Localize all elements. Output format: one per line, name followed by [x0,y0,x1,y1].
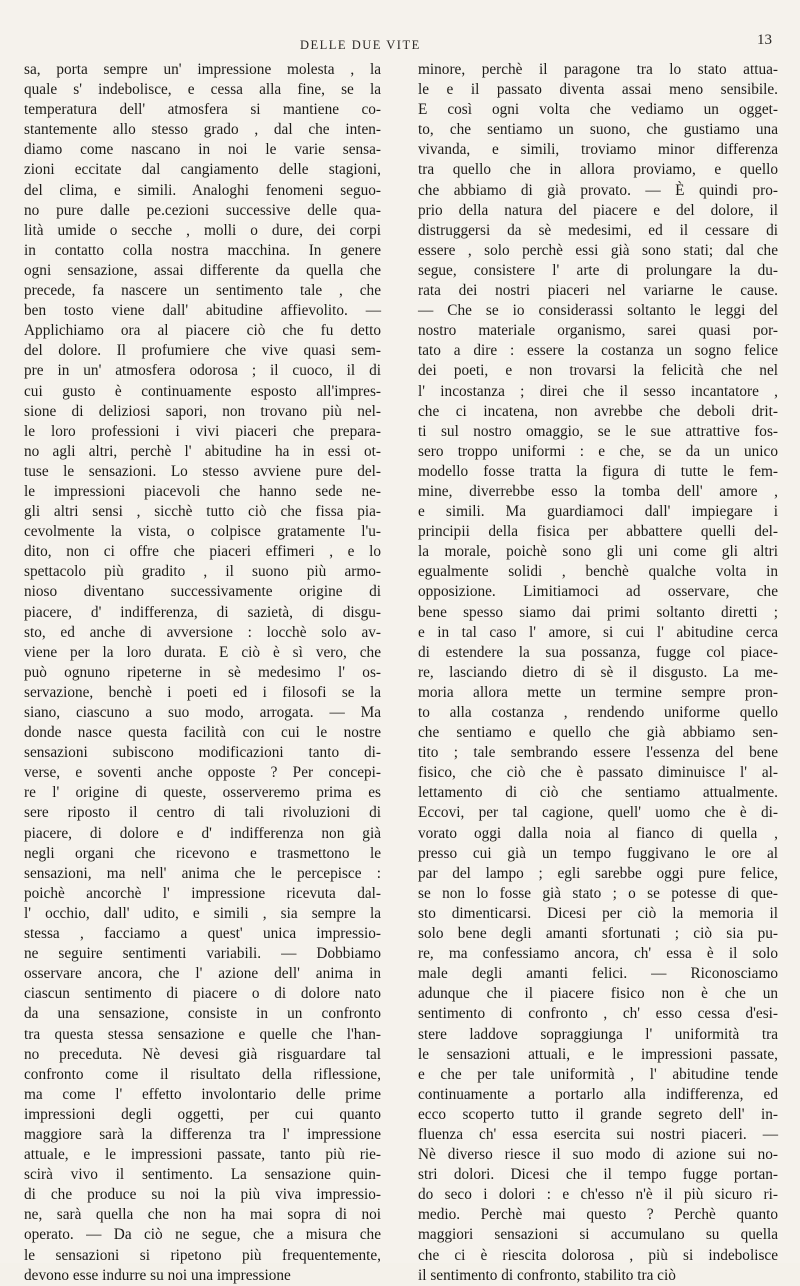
text-line: vivanda, e simili, troviamo minor differenza [418,141,778,159]
text-line: che sentiamo e quello che già abbiamo sen- [418,724,778,742]
text-line: ben tosto viene dall' abitudine affievolito. — [24,302,381,320]
text-line: no pure dalle pe.cezioni successive delle qua- [24,201,381,219]
text-line: devono esse indurre su noi una impressione [24,1266,291,1284]
text-line: do seco i dolori : e ch'esso n'è il più sicuro ri- [418,1186,778,1204]
text-line: maggiore sarà la differenza tra l' impressione [24,1125,381,1143]
text-line: solo bene degli amanti sfortunati ; ciò sia pu- [418,925,778,943]
text-line: no agli altri, perchè l' abitudine ha in essi ot- [24,442,381,460]
text-line: il sentimento di confronto, stabilito tra ciò [418,1266,676,1284]
text-line: egualmente solidi , benchè qualche volta in [418,563,778,581]
text-line: stessa , facciamo a quest' unica impressio- [24,925,381,943]
text-line: e che per tale uniformità , l' abitudine tende [418,1065,778,1083]
text-line: le sensazioni si ripetono più frequentemente, [24,1246,381,1264]
text-line: del dolore. Il profumiere che vive quasi sem- [24,342,381,360]
text-line: poichè ancorchè l' impressione ricevuta dal- [24,884,381,902]
text-line: e simili. Ma guardiamoci dall' impiegare i [418,503,778,521]
text-line: re l' origine di queste, osserveremo prima es [24,784,381,802]
text-line: verse, e soventi anche opposte ? Per concepi- [24,764,381,782]
text-line: tra quello che in allora proviamo, e quello [418,161,778,179]
text-line: to alla costanza , rendendo uniforme quello [418,704,778,721]
text-line: mine, diverrebbe esso la tomba dell' amore , [418,482,778,500]
text-line: diamo come nascano in noi le varie sensa- [24,141,381,159]
text-line: prio della natura del piacere e del dolore, il [418,201,778,219]
text-line: tito ; tale sembrando essere l'essenza del bene [418,744,778,762]
text-line: temperatura dell' atmosfera si mantiene co- [24,101,381,119]
text-line: da una sensazione, consiste in un confronto [24,1005,381,1023]
text-line: vorato oggi dalla noia al fianco di quella , [418,824,778,842]
text-line: Nè diverso riesce il suo modo di azione sui no- [418,1146,778,1164]
text-line: pre in un' atmosfera odorosa ; il cuoco, il di [24,362,381,380]
text-line: in contatto colla nostra macchina. In genere [24,241,381,259]
text-line: che ci è riescita dolorosa , più si indebolisce [418,1246,778,1264]
text-line: impressioni degli oggetti, per cui quanto [24,1105,381,1123]
text-line: le loro professioni i vivi piaceri che prepara- [24,422,381,440]
text-line: fisico, che ciò che è passato diminuisce l' al- [418,764,778,782]
text-line: rata dei nostri piaceri nel variarne le cause. [418,282,778,300]
text-line: no preceduta. Nè devesi già risguardare tal [24,1045,381,1063]
text-line: sensazioni, ma nell' anima che le percepisce : [24,864,381,882]
text-line: dei poeti, e non trovarsi la felicità che nel [418,362,778,380]
text-line: se non lo fosse già stato ; o se potesse di que- [418,884,778,902]
text-line: essere , solo perchè essi già sono stati; dal che [418,241,778,259]
text-line: re, ma confessiamo ancora, ch' essa è il solo [418,945,778,963]
page-header [0,32,800,60]
running-title: DELLE DUE VITE [300,38,421,52]
text-line: stere laddove sopraggiunga l' uniformità tra [418,1025,778,1043]
text-line: re, lasciando dietro di sè il disgusto. La me- [418,663,778,681]
text-line: — Che se io considerassi soltanto le leggi del [418,302,778,320]
text-line: operato. — Da ciò ne segue, che a misura che [24,1226,381,1244]
text-line: ecco scoperto tutto il grande segreto dell' in- [418,1105,778,1123]
text-line: l' incostanza ; direi che il sesso incantatore , [418,382,778,400]
text-line: piacere, di dolore e d' indifferenza non già [24,824,381,842]
text-line: la morale, poichè sono gli uni come gli altri [418,543,778,561]
text-line: spettacolo più gradito , il suono più armo- [24,563,381,581]
text-line: stantemente allo stesso grado , dal che inten- [24,121,381,139]
text-line: servazione, benchè i poeti ed i filosofi se la [24,683,381,701]
text-line: ogni sensazione, assai differente da quella che [24,261,381,279]
text-line: modello fosse tratta la figura di tutte le fem- [418,462,778,480]
text-line: tuse le sensazioni. Lo stesso avviene pure del- [24,462,381,480]
text-line: nostro materiale organismo, sarei quasi por- [418,322,778,340]
text-line: del clima, e simili. Analoghi fenomeni seguo- [24,181,381,199]
text-line: segue, consistere l' arte di prolungare la du- [418,261,778,279]
text-line: medio. Perchè mai questo ? Perchè quanto [418,1206,778,1224]
text-line: che ci incatena, non avrebbe che deboli drit- [418,402,778,420]
right-text-column [418,60,778,1286]
text-line: par del lampo ; egli sarebbe oggi pure felice, [418,864,778,882]
text-line: può ognuno ripeterne in sè medesimo l' os- [24,663,381,681]
text-line: sero troppo uniformi : e che, se da un unico [418,442,778,460]
text-line: adunque che il piacere fisico non è che un [418,985,778,1003]
text-line: principii della fisica per abbattere quelli del- [418,523,778,541]
text-line: continuamente a portarlo alla indifferenza, ed [418,1085,778,1103]
text-line: stri dolori. Dicesi che il tempo fugge portan- [418,1166,778,1184]
text-line: Applichiamo ora al piacere ciò che fu detto [24,322,381,340]
text-line: dito, non ci offre che piaceri effimeri , e lo [24,543,381,561]
text-line: precede, fa nascere un sentimento tale , che [24,282,381,300]
text-line: quale s' indebolisce, e cessa alla fine, se la [24,81,381,99]
text-line: confronto come il risultato della riflessione, [24,1065,381,1083]
text-line: lettamento di ciò che sentiamo attualmente. [418,784,778,802]
text-line: sa, porta sempre un' impressione molesta , la [24,61,381,78]
text-line: fluenza ch' essa esercita sui nostri piaceri. — [418,1125,778,1143]
text-line: ne, sarà quella che non ha mai sopra di noi [24,1206,381,1224]
text-line: zioni eccitate dal cangiamento delle stagioni, [24,161,381,179]
text-line: sione di deliziosi sapori, non trovano più nel- [24,402,381,420]
text-line: le impressioni piacevoli che hanno sede ne- [24,482,381,500]
text-line: di estendere la sua possanza, fugge col piace- [418,643,778,661]
text-line: di che produce su noi la più viva impressio- [24,1186,381,1204]
text-line: presso cui già un tempo fuggivano le ore al [418,844,778,862]
text-line: donde nasce questa facilità con cui le nostre [24,724,381,742]
page-number: 13 [757,32,772,48]
text-line: moria allora mette un termine sempre pron- [418,683,778,701]
text-line: maggiori sensazioni si accumulano su quella [418,1226,778,1244]
text-line: ne seguire sentimenti variabili. — Dobbiamo [24,945,381,963]
text-line: siano, ciascuno a suo modo, arrogata. — Ma [24,704,381,721]
text-line: negli organi che ricevono e trasmettono le [24,844,381,862]
text-line: male degli amanti felici. — Riconosciamo [418,965,778,983]
text-line: distruggersi da sè medesimi, ed il cessare di [418,221,778,239]
text-line: e in tal caso l' amore, si cui l' abitudine cerca [418,623,778,641]
text-line: ti sul nostro omaggio, se le sue attrattive fos- [418,422,778,440]
text-line: lità umide o secche , molli o dure, dei corpi [24,221,381,239]
text-line: viene per la loro durata. E ciò è sì vero, che [24,643,381,661]
text-line: sto dimenticarsi. Dicesi per ciò la memoria il [418,904,778,922]
text-line: sentimento di confronto , ch' esso cessa d'esi- [418,1005,778,1023]
text-line: minore, perchè il paragone tra lo stato attua- [418,61,778,78]
text-line: nioso diventano successivamente origine di [24,583,381,601]
text-line: piacere, d' indifferenza, di sazietà, di disgu- [24,603,381,621]
text-line: sto, ed anche di avversione : locchè solo av- [24,623,381,641]
text-line: scirà vivo il sentimento. La sensazione quin- [24,1166,381,1184]
text-line: ciascun sentimento di piacere o di dolore nato [24,985,381,1003]
text-line: cevolmente la vista, o colpisce gratamente l'u- [24,523,381,541]
text-line: Eccovi, per tal cagione, quell' uomo che è di- [418,804,778,822]
left-text-column [24,60,381,1286]
text-line: tato a dire : essere la costanza un sogno felice [418,342,778,360]
text-line: sere riposto il centro di tali rivoluzioni di [24,804,381,822]
text-line: attuale, e le impressioni passate, tanto più rie- [24,1146,381,1164]
text-line: to, che sentiamo un suono, che gustiamo una [418,121,778,139]
text-line: osservare ancora, che l' azione dell' anima in [24,965,381,983]
text-line: ma come l' effetto involontario delle prime [24,1085,381,1103]
text-line: l' occhio, dall' udito, e simili , sia sempre la [24,904,381,922]
text-line: cui gusto è continuamente esposto all'impres- [24,382,381,400]
text-line: opposizione. Limitiamoci ad osservare, che [418,583,778,601]
text-line: che abbiamo di già provato. — È quindi pro- [418,181,778,199]
text-line: gli altri sensi , sicchè tutto ciò che fissa pia- [24,503,381,521]
text-line: le sensazioni attuali, e le impressioni passate, [418,1045,778,1063]
text-line: E così ogni volta che vediamo un ogget- [418,101,778,119]
text-line: bene spesso siamo dai primi soltanto diretti ; [418,603,778,621]
text-line: le e il passato diventa assai meno sensibile. [418,81,778,99]
text-line: sensazioni subiscono modificazioni tanto di- [24,744,381,762]
text-line: tra questa stessa sensazione e quelle che l'han- [24,1025,381,1043]
